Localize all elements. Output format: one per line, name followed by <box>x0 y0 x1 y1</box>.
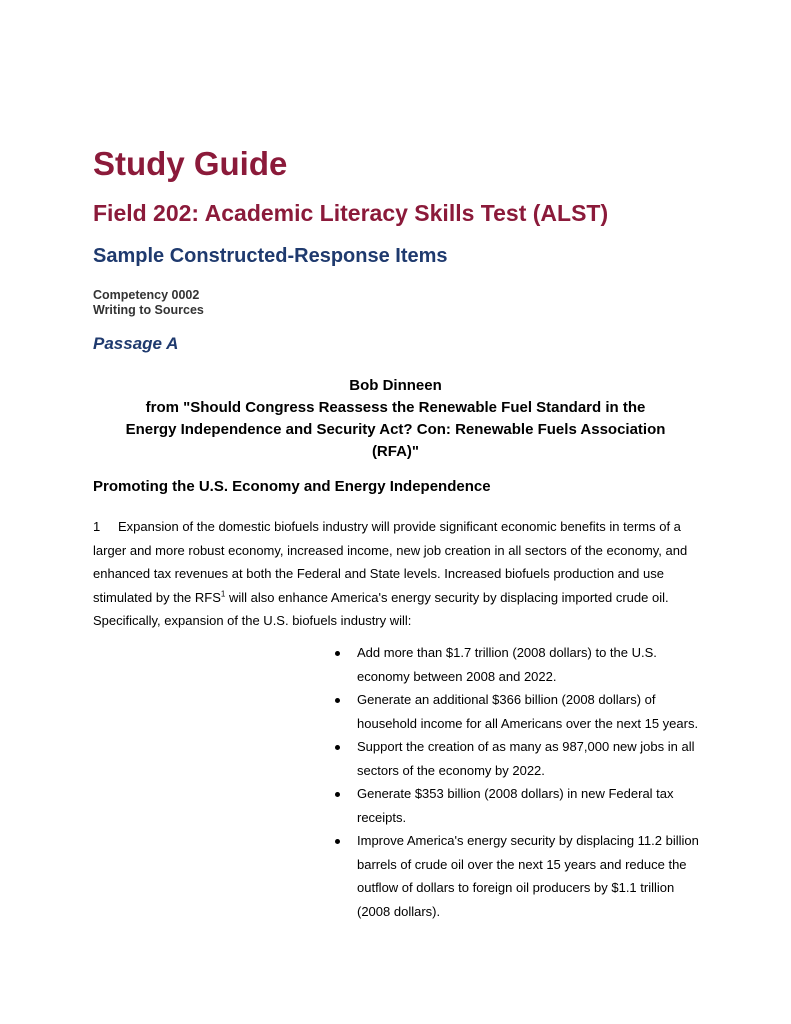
competency-code: Competency 0002 <box>93 288 200 302</box>
paragraph-text-part-1: Expansion of the domestic biofuels industry will provide significant economic benefits in terms of a larger and more robust economy, increased income, new job creation in all sectors of the economy, and enhanced tax revenues at both the Federal and State levels. Increased biofuels production and use stimulated by the RFS <box>93 519 688 605</box>
list-item-text: Add more than $1.7 trillion (2008 dollars) to the U.S. economy between 2008 and 2022. <box>357 645 657 684</box>
competency-block <box>93 288 204 318</box>
list-item <box>335 641 705 688</box>
competency-name: Writing to Sources <box>93 303 204 317</box>
bullet-icon <box>335 698 340 703</box>
paragraph-1 <box>93 515 705 633</box>
section-heading: Promoting the U.S. Economy and Energy Independence <box>93 478 491 495</box>
passage-source <box>93 375 698 463</box>
paragraph-number: 1 <box>93 519 101 534</box>
section-subtitle: Sample Constructed-Response Items <box>93 245 448 267</box>
list-item-text: Improve America's energy security by displacing 11.2 billion barrels of crude oil over the next 15 years and reduce the outflow of dollars to foreign oil producers by $1.1 trillion (2008 dollars). <box>357 833 699 919</box>
bullet-icon <box>335 839 340 844</box>
field-title: Field 202: Academic Literacy Skills Test (ALST) <box>93 200 609 226</box>
passage-author: Bob Dinneen <box>349 377 442 394</box>
list-item <box>335 688 705 735</box>
footnote-marker: 1 <box>220 589 226 599</box>
list-item-text: Generate $353 billion (2008 dollars) in new Federal tax receipts. <box>357 786 674 825</box>
source-line-3: (RFA)" <box>371 443 420 460</box>
bullet-list <box>335 641 705 923</box>
list-item <box>335 782 705 829</box>
list-item <box>335 829 705 923</box>
source-line-1: from "Should Congress Reassess the Renewable Fuel Standard in the <box>145 399 646 416</box>
page-title: Study Guide <box>93 145 288 182</box>
bullet-icon <box>335 651 340 656</box>
list-item-text: Generate an additional $366 billion (2008 dollars) of household income for all Americans over the next 15 years. <box>357 692 699 731</box>
list-item-text: Support the creation of as many as 987,000 new jobs in all sectors of the economy by 2022. <box>357 739 695 778</box>
bullet-icon <box>335 792 340 797</box>
source-line-2: Energy Independence and Security Act? Con: Renewable Fuels Association <box>125 421 666 438</box>
paragraph-text-part-2: will also enhance America's energy security by displacing imported crude oil. Specifically, expansion of the U.S. biofuels industry will: <box>93 589 669 628</box>
passage-label: Passage A <box>93 334 179 353</box>
bullet-icon <box>335 745 340 750</box>
list-item <box>335 735 705 782</box>
